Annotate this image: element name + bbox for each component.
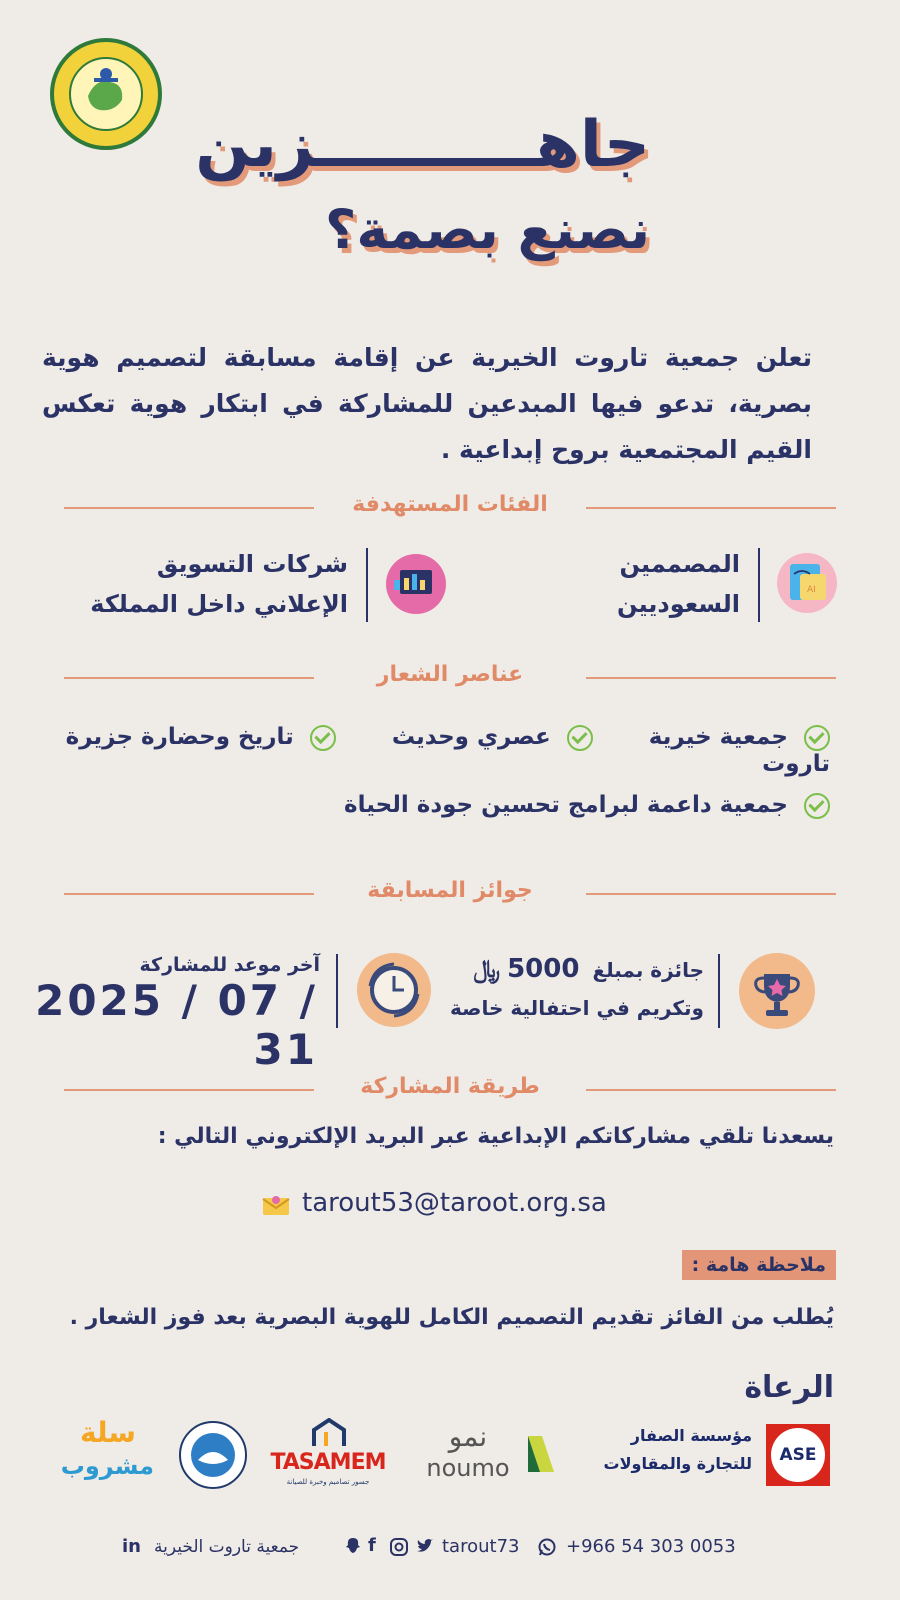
check-icon [567, 725, 593, 751]
svg-text:AI: AI [807, 585, 816, 595]
phone-number[interactable]: +966 54 303 0053 [566, 1536, 736, 1557]
check-icon [804, 725, 830, 751]
tasamem-name: TASAMEM [270, 1450, 386, 1475]
sponsor-fishermen [178, 1420, 248, 1490]
section-header-elements [64, 658, 836, 698]
mail-icon [262, 1194, 290, 1216]
category-marketing-line1: شركات التسويق [156, 550, 348, 578]
noumo-arabic: نمو [448, 1420, 488, 1453]
email-link[interactable]: tarout53@taroot.org.sa [302, 1188, 607, 1218]
elements-row-2 [40, 792, 830, 819]
sponsor-tasamem [266, 1418, 390, 1492]
element-history: تاريخ وحضارة جزيرة تاروت [65, 724, 830, 777]
email-row[interactable] [262, 1188, 682, 1228]
riyal-symbol: ﷼ [473, 955, 501, 983]
method-text: يسعدنا تلقي مشاركاتكم الإبداعية عبر البريد الإلكتروني التالي : [157, 1124, 834, 1149]
salla-name: سلة [80, 1416, 136, 1449]
headline-line1: جاهــــــــــزين [195, 108, 650, 182]
section-header-prizes [64, 874, 836, 914]
note-text: يُطلب من الفائز تقديم التصميم الكامل للهوية البصرية بعد فوز الشعار . [69, 1305, 834, 1330]
sponsor-alsaffar-sub: للتجارة والمقاولات [603, 1454, 752, 1473]
sponsor-alsaffar-name: مؤسسة الصفار [630, 1426, 752, 1445]
prize-amount: 5000 [507, 954, 580, 984]
check-icon [310, 725, 336, 751]
sponsor-noumo [418, 1420, 568, 1490]
instagram-icon[interactable] [390, 1538, 408, 1556]
whatsapp-icon[interactable] [538, 1538, 556, 1556]
footer-org-name: جمعية تاروت الخيرية [154, 1537, 300, 1557]
element-modern: عصري وحديث [391, 724, 551, 750]
tasamem-house-icon [312, 1418, 346, 1448]
salla-sub: مشروب [60, 1452, 154, 1480]
check-icon [804, 793, 830, 819]
category-designers-line2: السعوديين [617, 590, 740, 618]
sponsors-title: الرعاة [744, 1370, 834, 1405]
tasamem-sub: جسور تصاميم وخبرة للصيانة [286, 1478, 370, 1486]
category-marketing [58, 544, 348, 624]
element-quality-of-life: جمعية داعمة لبرامج تحسين جودة الحياة [344, 792, 788, 818]
section-title-elements: عناصر الشعار [376, 662, 524, 687]
sponsor-alsaffar [590, 1416, 830, 1496]
section-title-method: طريقة المشاركة [360, 1074, 540, 1099]
headline-line2: نصنع بصمة؟ [325, 198, 650, 261]
footer [120, 1534, 760, 1564]
noumo-latin: noumo [426, 1454, 510, 1482]
section-header-method [64, 1070, 836, 1110]
note-label: ملاحظة هامة : [682, 1250, 836, 1280]
category-designers-line1: المصممين [619, 550, 740, 578]
charity-logo [40, 38, 172, 150]
twitter-icon[interactable] [416, 1538, 434, 1554]
facebook-icon[interactable]: f [368, 1535, 376, 1556]
prize-divider-2 [336, 954, 338, 1028]
category-divider-1 [758, 548, 760, 622]
design-file-icon [776, 552, 838, 614]
element-charity: جمعية خيرية [648, 724, 788, 750]
marketing-board-icon [384, 552, 448, 616]
ase-logo [766, 1424, 830, 1486]
clock-icon [356, 952, 432, 1028]
category-designers [490, 544, 740, 624]
section-header-categories [64, 488, 836, 528]
category-marketing-line2: الإعلاني داخل المملكة [90, 590, 348, 618]
fishermen-seal-icon [178, 1420, 248, 1490]
deadline-date: 2025 / 07 / 31 [35, 976, 318, 1074]
trophy-icon [738, 952, 816, 1030]
elements-row-1 [40, 724, 830, 777]
intro-paragraph: تعلن جمعية تاروت الخيرية عن إقامة مسابقة لتصميم هوية بصرية، تدعو فيها المبدعين للمشاركة في ابتكار هوية تعكس القيم المجتمعية بروح إبداعية . [42, 343, 812, 464]
social-handle[interactable]: tarout73 [442, 1536, 520, 1557]
snapchat-icon[interactable] [345, 1537, 361, 1555]
prize-text [404, 950, 704, 1027]
category-divider-2 [366, 548, 368, 622]
section-title-prizes: جوائز المسابقة [367, 878, 533, 903]
prize-line1: جائزة بمبلغ [592, 958, 704, 982]
deadline-label: آخر موعد للمشاركة [139, 954, 320, 976]
section-title-categories: الفئات المستهدفة [352, 492, 548, 517]
prize-divider-1 [718, 954, 720, 1028]
prize-line2: وتكريم في احتفالية خاصة [450, 996, 704, 1020]
ase-mark: ASE [771, 1428, 825, 1482]
noumo-mark-icon [526, 1434, 556, 1474]
sponsor-salla [62, 1416, 154, 1492]
linkedin-icon[interactable]: in [122, 1536, 141, 1557]
